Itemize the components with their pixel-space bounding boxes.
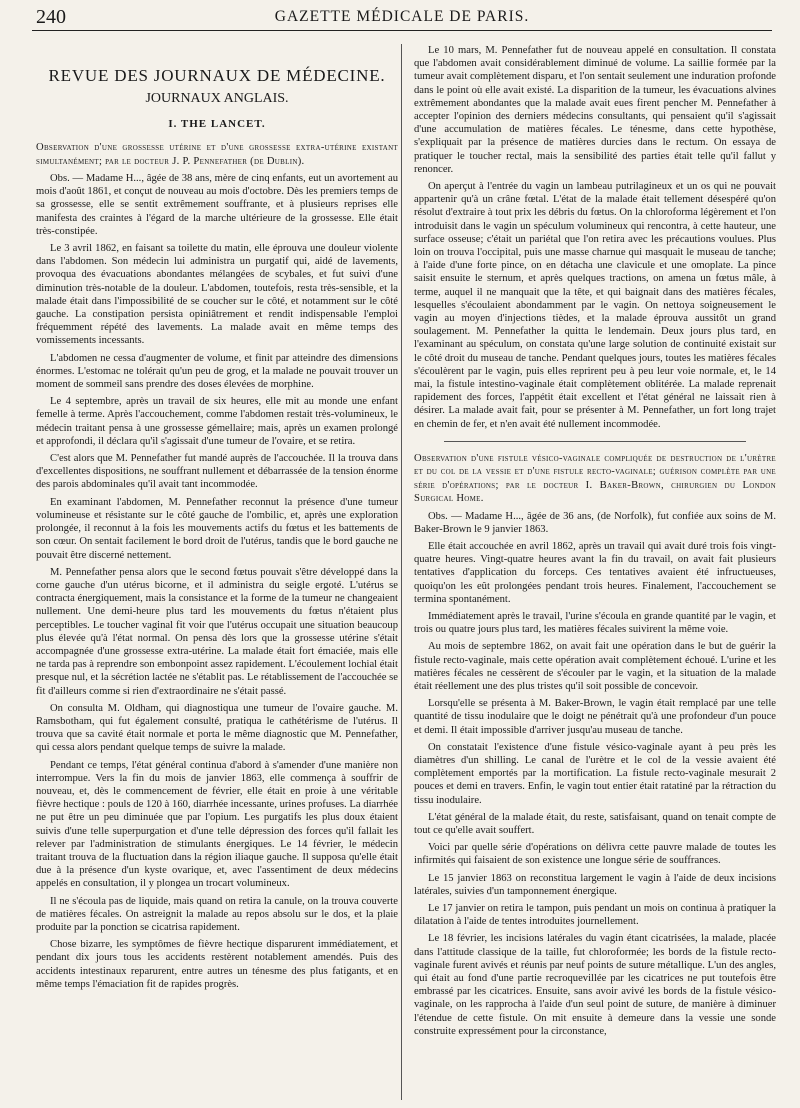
article-2-paragraph: Obs. — Madame H..., âgée de 36 ans, (de Norfolk), fut confiée aux soins de M. Baker-Brown le 9 janvier 1863. [414,510,776,535]
article-2-paragraph: Le 17 janvier on retira le tampon, puis pendant un mois on continua à pratiquer la dilatation à l'aide de tentes introduites journellement. [414,903,776,928]
article-1-paragraph: Le 10 mars, M. Pennefather fut de nouveau appelé en consultation. Il constata que l'abdomen avait considérablement diminué de volume. La saillie formée par la tumeur avait complètement disparu, et l'on sentait seulement une induration profonde dans le point où elle avait existé. La disparition de la tumeur, les évacuations alvines extrêmement abondantes que la malade avait eues firent pencher M. Pennefather à accepter l'opinion des derniers médecins consultants, qui pensaient qu'il s'agissait d'une accumulation de matières fécales. Le ténesme, dans cette hypothèse, s'expliquait par la présence de matières durcies dans le rectum. On essaya de pratiquer le toucher rectal, mais la sensibilité des parties était telle qu'il fallut y renoncer. [414,45,776,175]
article-1-paragraph: M. Pennefather pensa alors que le second fœtus pouvait s'être développé dans la corne gauche d'un utérus bicorne, et il administra du seigle ergoté. L'utérus se contracta énergiquement, mais la consistance et la forme de la tumeur ne changeaient nullement. Une demi-heure plus tard les mouvements du fœtus n'étaient plus perceptibles. Le toucher vaginal fit voir que l'utérus occupait une situation beaucoup plus élevée qu'à l'état normal. On pensa dès lors que la grossesse utérine s'était accompagnée d'une grossesse extra-utérine. La malade était fort émaciée, mais elle ne tarda pas à reprendre son embonpoint assez rapidement. L'écoulement lochial était presque nul, et la sécrétion lactée ne s'établit pas. Le rétablissement de l'accouchée se fit d'ailleurs comme si rien d'extraordinaire ne s'était passé. [36,566,398,697]
section-title: REVUE DES JOURNAUX DE MÉDECINE. [48,66,386,85]
article-1-paragraph: Chose bizarre, les symptômes de fièvre hectique disparurent immédiatement, et pendant dix jours tous les accidents restèrent notablement amendés. Puis des accidents intestinaux reparurent, entre autres un ténesme des plus fatigants, et en même temps l'émaciation fit de rapides progrès. [36,939,398,990]
article-1-paragraph: L'abdomen ne cessa d'augmenter de volume, et finit par atteindre des dimensions énormes. L'estomac ne tolérait qu'un peu de grog, et la malade ne pouvait trouver un moment de sommeil sans prendre des doses élevées de morphine. [36,352,398,391]
article-1-paragraph: En examinant l'abdomen, M. Pennefather reconnut la présence d'une tumeur volumineuse et résistante sur le côté gauche de l'ombilic, et, après une exploration prolongée, il reconnut à la fois les mouvements actifs du fœtus et les battements de son cœur. On sentait facilement le bord droit de l'utérus, tandis que le bord gauche ne pouvait être discerné nettement. [36,496,398,561]
article-1-paragraph: On aperçut à l'entrée du vagin un lambeau putrilagineux et un os qui ne pouvait appartenir qu'à un crâne fœtal. L'état de la malade était tellement désespéré qu'on résolut d'extraire à tout prix les débris du fœtus. On la chloroforma légèrement et l'on introduisit dans le vagin un spéculum volumineux qui rencontra, à cette hauteur, une surface osseuse; c'était un pariétal que l'on retira avec les précautions voulues. Plus loin on trouva l'occipital, puis une masse charnue qui masquait le museau de tanche; à l'aide d'une forte pince, on en détacha une clavicule et une omoplate. La pince saisit ensuite le sternum, et après quelques tractions, on amena un fœtus mâle, à terme, auquel il ne manquait que la tête, et qui baignait dans des matières fécales, lesquelles s'écoulaient abondamment par le vagin. On nettoya soigneusement le vagin au moyen d'injections tièdes, et la malade éprouva aussitôt un grand soulagement. M. Pennefather la quitta le lendemain. Deux jours plus tard, en l'examinant au spéculum, on constata qu'une large solution de continuité existait sur le côté droit du museau de tanche. Pendant quelques jours, toutes les matières fécales s'écoulèrent par le vagin, puis elles reprirent peu à peu leur voie normale, et, le 14 mai, la fistule intestino-vaginale était complètement oblitérée. La malade reprenait rapidement des forces, l'appétit était excellent et l'état général ne laissait rien à désirer. La malade avait fait, pour se présenter à M. Pennefather, un fort long trajet en chemin de fer, et n'en avait été nullement incommodée. [414,181,776,430]
article-1-title: Observation d'une grossesse utérine et d'une grossesse extra-utérine existant simultanément; par le docteur J. P. Pennefather (de Dublin). [36,142,398,167]
journal-name: I. THE LANCET. [168,118,266,130]
article-2-paragraph: On constatait l'existence d'une fistule vésico-vaginale ayant à peu près les diamètres d'un shilling. Le canal de l'urètre et le col de la vessie avaient été complètement emportés par la mortification. La fistule recto-vaginale mesurait 2 pouces et demi en travers. Enfin, le vagin tout entier était ratatiné par la rétraction du tissu inodulaire. [414,741,776,806]
right-column [414,44,776,1042]
section-subtitle: JOURNAUX ANGLAIS. [145,91,289,106]
page-number: 240 [36,6,66,28]
article-2-title: Observation d'une fistule vésico-vaginale compliquée de destruction de l'urètre et du col de la vessie et d'une fistule recto-vaginale; guérison complète par une série d'opérations; par le docteur I. Baker-Brown, chirurgien du London Surgical Home. [414,452,776,505]
article-2-paragraph: Voici par quelle série d'opérations on délivra cette pauvre malade de toutes les infirmités qui faisaient de son existence une longue série de souffrances. [414,842,776,867]
article-1-paragraph: Obs. — Madame H..., âgée de 38 ans, mère de cinq enfants, eut un avortement au mois d'août 1861, et conçut de nouveau au mois d'octobre. Dès les premiers temps de sa grossesse, elle se sentit extrêmement souffrante, et à plusieurs reprises elle manifesta des craintes à l'égard de la marche ultérieure de la grossesse. Elle était très-constipée. [36,173,398,237]
article-1-paragraph: C'est alors que M. Pennefather fut mandé auprès de l'accouchée. Il la trouva dans d'excellentes dispositions, ne souffrant nullement et débarrassée de la tension énorme des parois abdominales qu'il avait tant incommodée. [36,453,398,491]
running-head [32,6,772,31]
column-divider [401,44,402,1100]
article-1-paragraph: Pendant ce temps, l'état général continua d'abord à s'amender d'une manière non interrompue. Vers la fin du mois de janvier 1863, elle commença à souffrir de nouveau, et, dès le commencement de février, elle était en proie à une véritable fièvre hectique : pouls de 120 à 160, diarrhée incessante, urines profuses. La diarrhée ne put être un peu diminuée que par l'opium. Les purgatifs les plus doux étaient suivis d'une telle superpurgation et d'une telle dépression des forces qu'il fallait les relever par l'administration de stimulants énergiques. Le 14 février, le médecin traitant trouva de la fluctuation dans la région iliaque gauche. Il supposa qu'elle était due à la présence d'un kyste ovarique, et, avec l'assentiment de deux médecins appelés en consultation, il y plongea un trocart volumineux. [36,759,398,890]
article-2-paragraph: Le 15 janvier 1863 on reconstitua largement le vagin à l'aide de deux incisions latérales, suivies d'un tamponnement énergique. [414,872,776,897]
left-column [36,44,398,995]
article-2-paragraph: Au mois de septembre 1862, on avait fait une opération dans le but de guérir la fistule recto-vaginale, mais cette opération avait complètement échoué. L'urine et les matières fécales ne cessèrent de s'écouler par le vagin, et la situation de la malade était réellement une des plus tristes qu'il soit possible de concevoir. [414,641,776,692]
article-1-paragraph: Il ne s'écoula pas de liquide, mais quand on retira la canule, on la trouva couverte de matières fécales. On astreignit la malade au repos absolu sur le dos, et la plaie produite par la ponction se cicatrisa rapidement. [36,895,398,933]
article-1-paragraph: On consulta M. Oldham, qui diagnostiqua une tumeur de l'ovaire gauche. M. Ramsbotham, qui fut également consulté, pratiqua le cathétérisme de l'utérus. Il trouva que sa cavité était normale et porta le même diagnostic que M. Pennefather, qui cessa alors pendant quelque temps de suivre la malade. [36,702,398,754]
journal-title: GAZETTE MÉDICALE DE PARIS. [274,8,530,25]
article-1-paragraph: Le 3 avril 1862, en faisant sa toilette du matin, elle éprouva une douleur violente dans l'abdomen. Son médecin lui administra un purgatif qui, aidé de lavements, provoqua des évacuations abondantes mélangées de scybales, et fut suivi d'une diminution très-notable de la douleur. L'abdomen, toutefois, resta très-sensible, et la malade était dans l'impossibilité de se coucher sur le côté, et notamment sur le côté gauche. La constipation persista opiniâtrement et rendit indispensable l'emploi fréquemment répété des lavements. La malade avait en même temps des vomissements incessants. [36,243,398,347]
article-2-paragraph: Immédiatement après le travail, l'urine s'écoula en grande quantité par le vagin, et trois ou quatre jours plus tard, les matières fécales suivirent la même voie. [414,610,776,636]
article-2-paragraph: Elle était accouchée en avril 1862, après un travail qui avait duré trois fois vingt-quatre heures. Vingt-quatre heures avant la fin du travail, on avait fait plusieurs tentatives d'application du forceps. Ces tentatives avaient été infructueuses, quoiqu'on les eût prolongées pendant trois heures. Finalement, l'accouchement se termina spontanément. [414,540,776,605]
article-1-paragraph: Le 4 septembre, après un travail de six heures, elle mit au monde une enfant femelle à terme. Après l'accouchement, comme l'abdomen restait très-volumineux, le médecin traitant pensa à une grossesse gémellaire; mais, après un examen prolongé et approfondi, il déclara qu'il s'agissait d'une tumeur de l'ovaire, et se retira. [36,396,398,447]
article-2-paragraph: Le 18 février, les incisions latérales du vagin étant cicatrisées, la malade, placée dans l'attitude classique de la taille, fut chloroformée; les bords de la fistule recto-vaginale furent avivés et réunis par neuf points de suture métallique. L'un des angles, qui était au fond d'une partie recroquevillée par les cicatrices ne put toutefois être embrassé par les cicatrices. Ensuite, sans avoir avivé les bords de la fistule vésico-vaginale, on les rapprocha à l'aide d'un seul point de suture, de manière à diminuer l'étendue de cette fistule. On mit ensuite à demeure dans la vessie une sonde construite expressément pour la circonstance, [414,933,776,1037]
article-2-paragraph: Lorsqu'elle se présenta à M. Baker-Brown, le vagin était remplacé par une telle quantité de tissu inodulaire que le doigt ne pénétrait qu'à une profondeur d'un pouce et demi. Il était impossible d'arriver jusqu'au museau de tanche. [414,698,776,736]
article-2-paragraph: L'état général de la malade était, du reste, satisfaisant, quand on tenait compte de tout ce qu'elle avait souffert. [414,811,776,836]
article-separator [444,441,746,442]
